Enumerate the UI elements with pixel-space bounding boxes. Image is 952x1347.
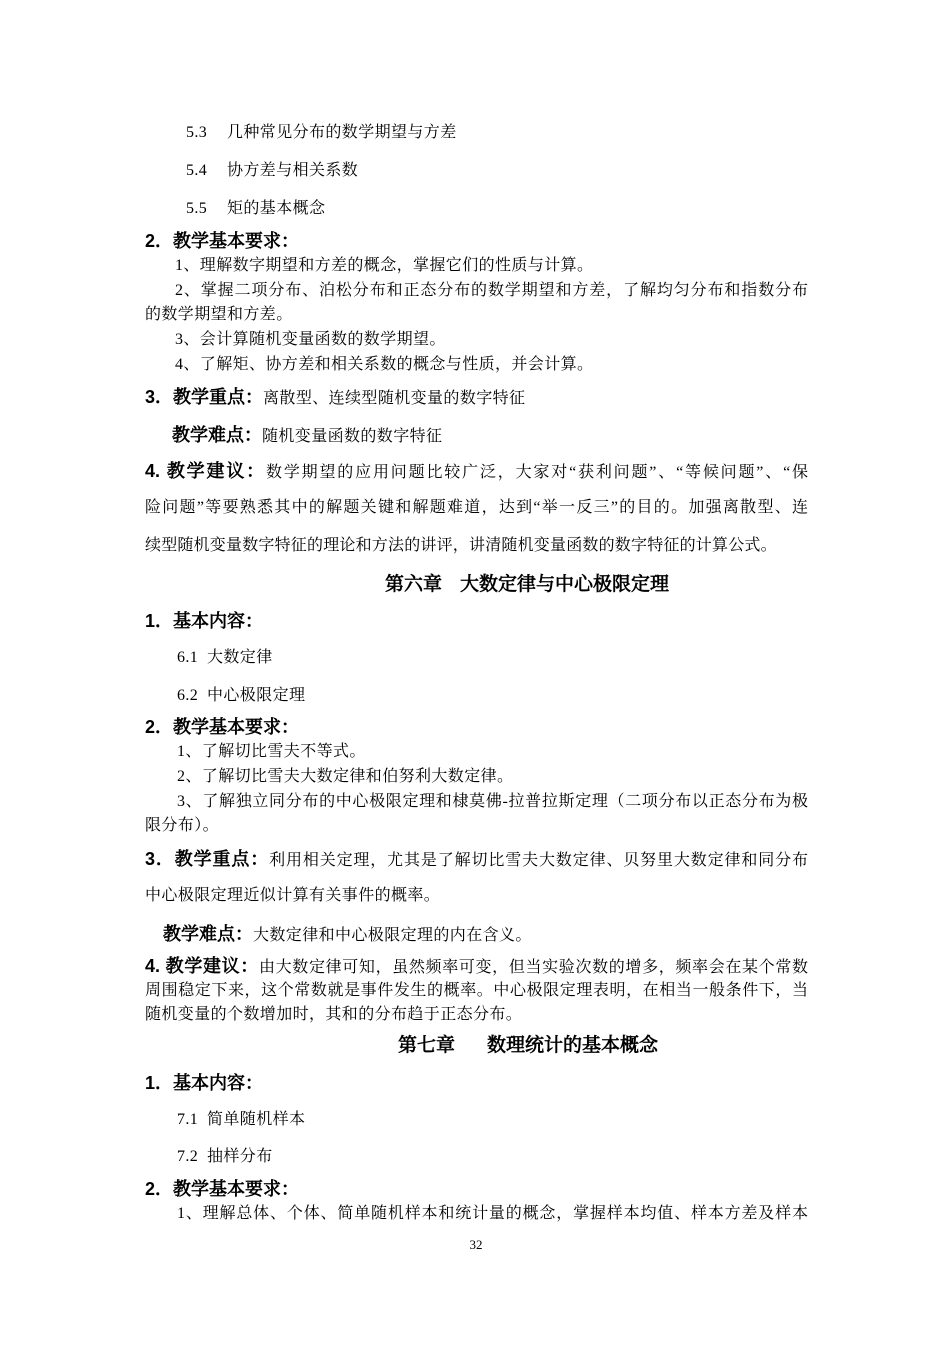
content-number: 5.5	[186, 200, 208, 217]
requirements-heading: 2．教学基本要求：	[145, 1179, 300, 1199]
difficulties-text: 随机变量函数的数字特征	[262, 428, 443, 445]
content-item	[186, 122, 457, 144]
content-number: 6.2	[177, 687, 199, 704]
contents-heading: 1．基本内容：	[145, 611, 264, 631]
key-points-text: 离散型、连续型随机变量的数字特征	[263, 390, 526, 407]
difficulties-text: 大数定律和中心极限定理的内在含义。	[253, 927, 532, 944]
difficulties-label: 教学难点：	[172, 425, 262, 445]
requirement-line: 1、理解数字期望和方差的概念，掌握它们的性质与计算。	[175, 257, 594, 274]
key-points-label: 3．教学重点：	[145, 849, 270, 869]
suggestions-text: 数学期望的应用问题比较广泛，大家对“获利问题”、“等候问题”、“保	[265, 464, 808, 481]
chapter-heading	[385, 573, 669, 597]
content-title: 大数定律	[207, 649, 273, 666]
requirement-line: 1、了解切比雪夫不等式。	[177, 743, 366, 760]
key-points	[145, 386, 525, 408]
contents-heading-row	[145, 1072, 263, 1094]
suggestions-line: 续型随机变量数字特征的理论和方法的讲评，讲清随机变量函数的数字特征的计算公式。	[145, 537, 777, 554]
suggestions-text: 由大数定律可知，虽然频率可变，但当实验次数的增多，频率会在某个常数	[258, 959, 808, 976]
key-points-label: 3．教学重点：	[145, 387, 264, 407]
requirement-line: 2、了解切比雪夫大数定律和伯努利大数定律。	[177, 768, 514, 785]
requirement-line: 3、了解独立同分布的中心极限定理和棣莫佛-拉普拉斯定理（二项分布以正态分布为极	[177, 793, 808, 810]
requirement-line: 1、理解总体、个体、简单随机样本和统计量的概念，掌握样本均值、样本方差及样本	[177, 1205, 808, 1222]
content-number: 7.1	[177, 1111, 199, 1128]
key-points	[145, 848, 808, 870]
content-title: 简单随机样本	[207, 1111, 306, 1128]
content-item	[177, 1109, 305, 1131]
difficulties	[163, 923, 532, 945]
contents-heading-row	[145, 610, 263, 632]
chapter-number: 第七章	[398, 1035, 456, 1056]
requirement-line: 4、了解矩、协方差和相关系数的概念与性质，并会计算。	[175, 356, 594, 373]
content-number: 7.2	[177, 1148, 199, 1165]
content-item	[177, 685, 305, 707]
suggestions-label: 4. 教学建议：	[145, 461, 266, 481]
suggestions-line: 周围稳定下来，这个常数就是事件发生的概率。中心极限定理表明，在相当一般条件下，当	[145, 982, 808, 999]
suggestions-line	[145, 955, 808, 977]
chapter-heading	[398, 1034, 658, 1058]
content-item	[177, 1146, 273, 1168]
requirements-heading: 2．教学基本要求：	[145, 231, 300, 251]
content-number: 6.1	[177, 649, 199, 666]
content-item	[186, 198, 325, 220]
chapter-title: 数理统计的基本概念	[487, 1035, 659, 1056]
difficulties	[172, 424, 442, 446]
requirements-heading: 2．教学基本要求：	[145, 717, 300, 737]
requirement-line: 限分布）。	[145, 817, 220, 834]
key-points-text: 利用相关定理，尤其是了解切比雪夫大数定律、贝努里大数定律和同分布	[269, 852, 808, 869]
content-item	[177, 647, 273, 669]
requirements-heading-row	[145, 1178, 299, 1200]
requirement-line: 2、掌握二项分布、泊松分布和正态分布的数学期望和方差，了解均匀分布和指数分布	[175, 282, 808, 299]
requirement-line: 的数学期望和方差。	[145, 306, 293, 323]
content-number: 5.4	[186, 162, 208, 179]
suggestions-line: 随机变量的个数增加时，其和的分布趋于正态分布。	[145, 1006, 523, 1023]
content-title: 协方差与相关系数	[227, 162, 359, 179]
content-title: 矩的基本概念	[227, 200, 326, 217]
chapter-number: 第六章	[385, 574, 443, 595]
suggestions-label: 4. 教学建议：	[145, 956, 259, 976]
requirements-heading-row	[145, 716, 299, 738]
suggestions-line	[145, 460, 808, 482]
contents-heading: 1．基本内容：	[145, 1073, 264, 1093]
content-item	[186, 160, 358, 182]
content-title: 中心极限定理	[207, 687, 306, 704]
suggestions-line: 险问题”等要熟悉其中的解题关键和解题难道，达到“举一反三”的目的。加强离散型、连	[145, 499, 808, 516]
key-points-line: 中心极限定理近似计算有关事件的概率。	[145, 887, 441, 904]
page-number: 32	[469, 1237, 483, 1252]
content-number: 5.3	[186, 124, 208, 141]
content-title: 几种常见分布的数学期望与方差	[227, 124, 457, 141]
requirement-line: 3、会计算随机变量函数的数学期望。	[175, 331, 446, 348]
difficulties-label: 教学难点：	[163, 924, 253, 944]
chapter-title: 大数定律与中心极限定理	[460, 574, 670, 595]
requirements-heading-row	[145, 230, 299, 252]
content-title: 抽样分布	[207, 1148, 273, 1165]
